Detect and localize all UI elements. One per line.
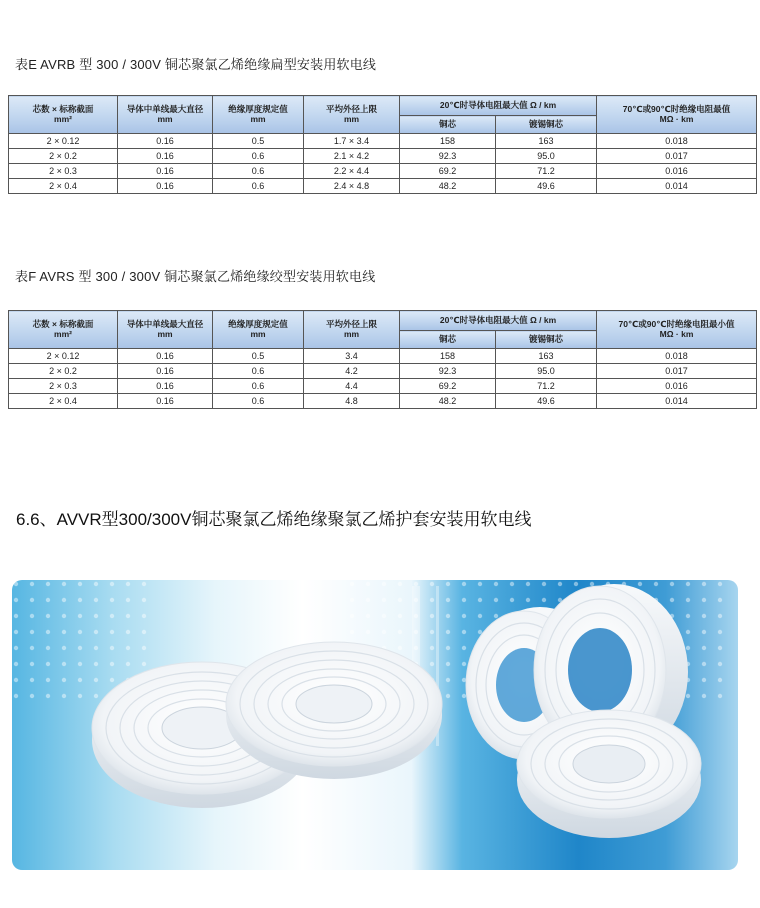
product-photo	[12, 580, 738, 870]
header-tinned-copper: 镀锡铜芯	[496, 116, 597, 134]
header-wire-diameter: 导体中单线最大直径 mm	[118, 311, 213, 349]
header-tinned-copper: 镀锡铜芯	[496, 331, 597, 349]
header-cores-section: 芯数 × 标称截面 mm²	[9, 311, 118, 349]
table-row: 2 × 0.2 0.16 0.6 4.2 92.3 95.0 0.017	[9, 364, 757, 379]
header-resistance: 20℃时导体电阻最大值 Ω / km	[400, 96, 597, 116]
header-outer-diameter: 平均外径上限 mm	[304, 311, 400, 349]
table-row: 2 × 0.12 0.16 0.5 3.4 158 163 0.018	[9, 349, 757, 364]
table-row: 2 × 0.2 0.16 0.6 2.1 × 4.2 92.3 95.0 0.017	[9, 149, 757, 164]
header-insulation-resistance: 70℃或90℃时绝缘电阻最小值 MΩ · km	[597, 311, 757, 349]
table-row: 2 × 0.4 0.16 0.6 2.4 × 4.8 48.2 49.6 0.014	[9, 179, 757, 194]
header-cores-section: 芯数 × 标称截面 mm²	[9, 96, 118, 134]
table-f-caption: 表F AVRS 型 300 / 300V 铜芯聚氯乙烯绝缘绞型安装用软电线	[15, 269, 376, 284]
table-row: 2 × 0.4 0.16 0.6 4.8 48.2 49.6 0.014	[9, 394, 757, 409]
cable-coils-illustration	[12, 580, 738, 870]
header-outer-diameter: 平均外径上限 mm	[304, 96, 400, 134]
table-row: 2 × 0.3 0.16 0.6 4.4 69.2 71.2 0.016	[9, 379, 757, 394]
table-e-caption: 表E AVRB 型 300 / 300V 铜芯聚氯乙烯绝缘扁型安装用软电线	[15, 57, 377, 72]
table-e	[8, 95, 757, 194]
header-insulation-thickness: 绝缘厚度规定值 mm	[213, 311, 304, 349]
header-insulation-thickness: 绝缘厚度规定值 mm	[213, 96, 304, 134]
header-resistance: 20℃时导体电阻最大值 Ω / km	[400, 311, 597, 331]
header-wire-diameter: 导体中单线最大直径 mm	[118, 96, 213, 134]
table-row: 2 × 0.3 0.16 0.6 2.2 × 4.4 69.2 71.2 0.016	[9, 164, 757, 179]
header-copper: 铜芯	[400, 331, 496, 349]
header-insulation-resistance: 70℃或90℃时绝缘电阻最值 MΩ · km	[597, 96, 757, 134]
section-title: 6.6、AVVR型300/300V铜芯聚氯乙烯绝缘聚氯乙烯护套安装用软电线	[16, 510, 532, 529]
header-copper: 铜芯	[400, 116, 496, 134]
table-row: 2 × 0.12 0.16 0.5 1.7 × 3.4 158 163 0.018	[9, 134, 757, 149]
table-f	[8, 310, 757, 409]
flat-coil-right	[226, 642, 442, 779]
flat-coil-front	[517, 710, 701, 838]
